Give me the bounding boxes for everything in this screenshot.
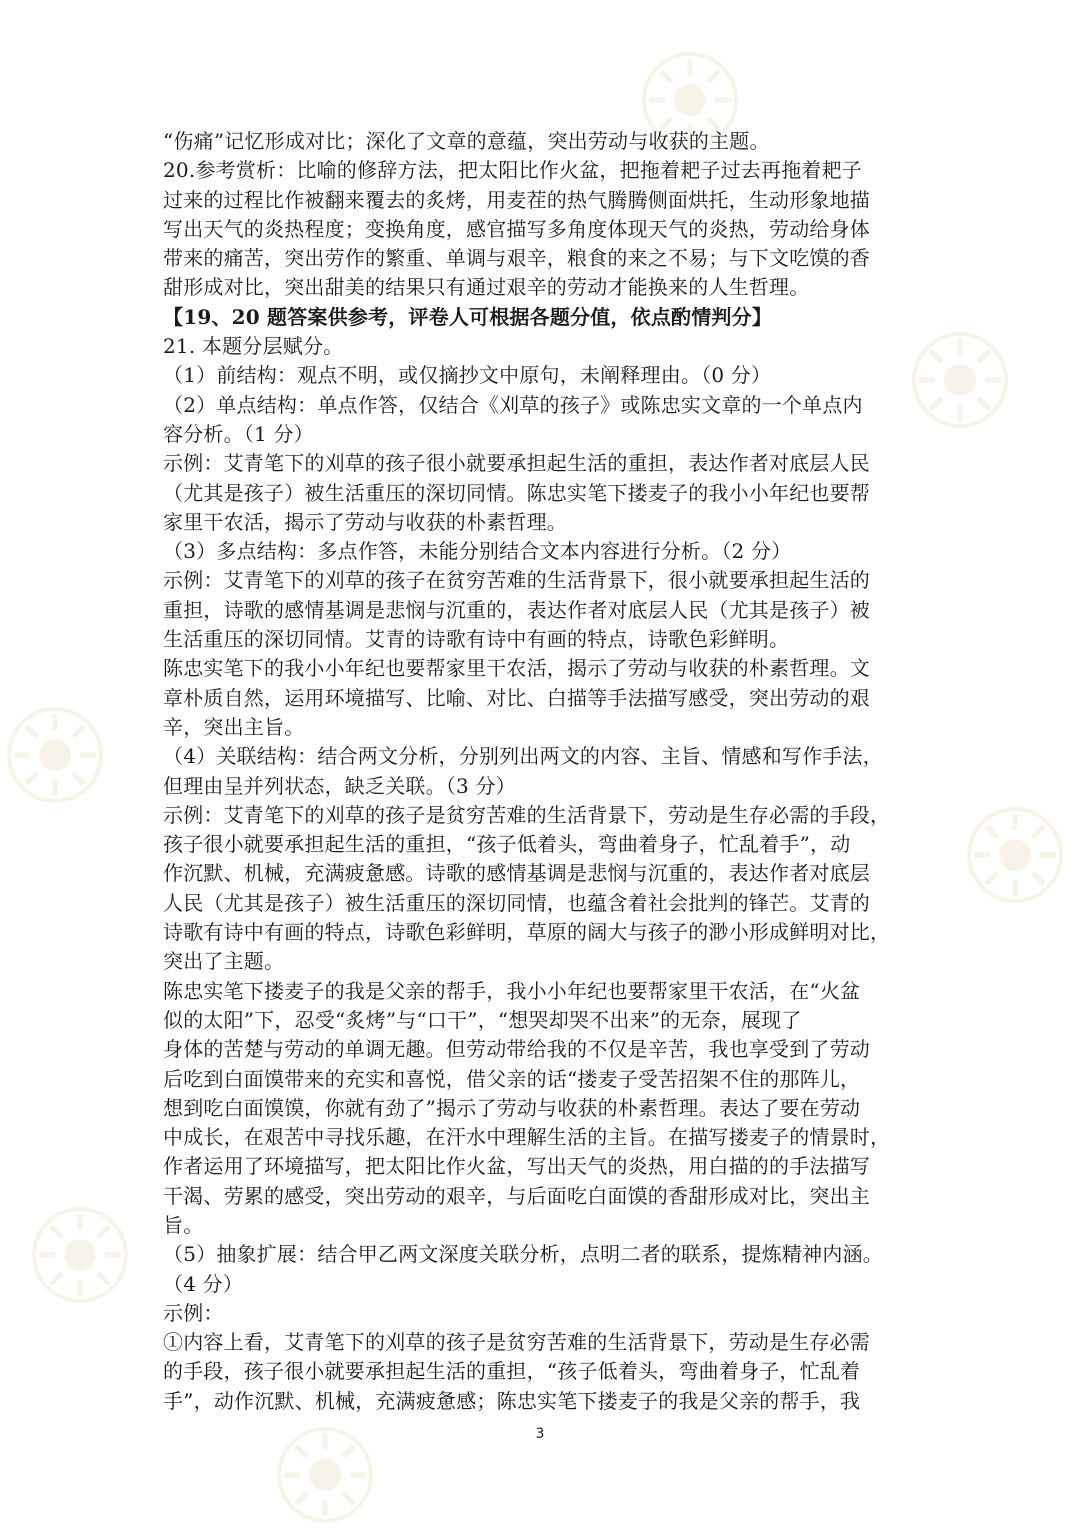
text-line: 辛，突出主旨。 xyxy=(163,714,305,739)
text-line: 重担，诗歌的感情基调是悲悯与沉重的，表达作者对底层人民（尤其是孩子）被 xyxy=(163,597,870,622)
text-line: （3）多点结构：多点作答，未能分别结合文本内容进行分析。（2 分） xyxy=(163,539,792,564)
document-body xyxy=(163,127,925,1416)
text-line: 甜形成对比，突出甜美的结果只有通过艰辛的劳动才能换来的人生哲理。 xyxy=(163,275,810,300)
watermark-logo-icon xyxy=(25,1200,135,1310)
text-line: 生活重压的深切同情。艾青的诗歌有诗中有画的特点，诗歌色彩鲜明。 xyxy=(163,627,790,652)
text-line: 示例： xyxy=(163,1300,224,1325)
text-line: 作者运用了环境描写，把太阳比作火盆，写出天气的炎热，用白描的的手法描写 xyxy=(163,1154,870,1179)
text-line: “伤痛”记忆形成对比；深化了文章的意蕴，突出劳动与收获的主题。 xyxy=(163,129,770,153)
text-line: 想到吃白面馍馍，你就有劲了”揭示了劳动与收获的朴素哲理。表达了要在劳动 xyxy=(163,1095,861,1120)
text-line: 家里干农活，揭示了劳动与收获的朴素哲理。 xyxy=(163,509,567,534)
text-line: （2）单点结构：单点作答，仅结合《刈草的孩子》或陈忠实文章的一个单点内 xyxy=(163,392,863,417)
text-line: （5）抽象扩展：结合甲乙两文深度关联分析，点明二者的联系，提炼精神内涵。 xyxy=(163,1242,883,1267)
text-line: 20.参考赏析：比喻的修辞方法，把太阳比作火盆，把拖着耙子过去再拖着耙子 xyxy=(163,158,863,183)
text-line: 但理由呈并列状态，缺乏关联。（3 分） xyxy=(163,773,516,798)
text-line: ①内容上看，艾青笔下的刈草的孩子是贫穷苦难的生活背景下，劳动是生存必需 xyxy=(163,1330,870,1355)
text-line: 的手段，孩子很小就要承担起生活的重担，“孩子低着头，弯曲着身子，忙乱着 xyxy=(163,1359,861,1384)
text-line: 示例：艾青笔下的刈草的孩子在贫穷苦难的生活背景下，很小就要承担起生活的 xyxy=(163,568,870,593)
text-line: （1）前结构：观点不明，或仅摘抄文中原句，未阐释理由。（0 分） xyxy=(163,363,772,388)
text-line: （尤其是孩子）被生活重压的深切同情。陈忠实笔下搂麦子的我小小年纪也要帮 xyxy=(163,480,870,505)
text-line: 旨。 xyxy=(163,1212,204,1237)
page-number: 3 xyxy=(535,1426,545,1442)
text-line: 【19、20 题答案供参考，评卷人可根据各题分值，依点酌情判分】 xyxy=(163,304,773,329)
text-line: 手”，动作沉默、机械，充满疲惫感；陈忠实笔下搂麦子的我是父亲的帮手，我 xyxy=(163,1388,861,1413)
text-line: 陈忠实笔下搂麦子的我是父亲的帮手，我小小年纪也要帮家里干农活，在“火盆 xyxy=(163,978,861,1003)
text-line: 过来的过程比作被翻来覆去的炙烤，用麦茬的热气腾腾侧面烘托，生动形象地描 xyxy=(163,187,870,212)
text-line: 示例：艾青笔下的刈草的孩子是贫穷苦难的生活背景下，劳动是生存必需的手段， xyxy=(163,802,891,827)
watermark-logo-icon xyxy=(960,800,1070,910)
text-line: （4）关联结构：结合两文分析，分别列出两文的内容、主旨、情感和写作手法， xyxy=(163,744,883,769)
text-line: 写出天气的炎热程度；变换角度，感官描写多角度体现天气的炎热，劳动给身体 xyxy=(163,216,870,241)
text-line: 人民（尤其是孩子）被生活重压的深切同情，也蕴含着社会批判的锋芒。艾青的 xyxy=(163,890,870,915)
text-line: 突出了主题。 xyxy=(163,949,285,974)
text-line: 中成长，在艰苦中寻找乐趣，在汗水中理解生活的主旨。在描写搂麦子的情景时， xyxy=(163,1125,891,1150)
text-line: 后吃到白面馍带来的充实和喜悦，借父亲的话“搂麦子受苦招架不住的那阵儿， xyxy=(163,1066,861,1091)
text-line: 诗歌有诗中有画的特点，诗歌色彩鲜明，草原的阔大与孩子的渺小形成鲜明对比， xyxy=(163,920,891,945)
text-line: 容分析。（1 分） xyxy=(163,421,314,446)
text-line: （4 分） xyxy=(163,1271,244,1296)
watermark-logo-icon xyxy=(0,700,110,810)
text-line: 干渴、劳累的感受，突出劳动的艰辛，与后面吃白面馍的香甜形成对比，突出主 xyxy=(163,1183,870,1208)
text-line: 孩子很小就要承担起生活的重担，“孩子低着头，弯曲着身子，忙乱着手”，动 xyxy=(163,832,851,857)
text-line: 带来的痛苦，突出劳作的繁重、单调与艰辛，粮食的来之不易；与下文吃馍的香 xyxy=(163,246,870,271)
text-line: 作沉默、机械，充满疲惫感。诗歌的感情基调是悲悯与沉重的，表达作者对底层 xyxy=(163,861,870,886)
text-line: 似的太阳”下，忍受“炙烤”与“口干”，“想哭却哭不出来”的无奈，展现了 xyxy=(163,1007,802,1032)
text-line: 章朴质自然，运用环境描写、比喻、对比、白描等手法描写感受，突出劳动的艰 xyxy=(163,685,870,710)
text-line: 陈忠实笔下的我小小年纪也要帮家里干农活，揭示了劳动与收获的朴素哲理。文 xyxy=(163,656,870,681)
text-line: 身体的苦楚与劳动的单调无趣。但劳动带给我的不仅是辛苦，我也享受到了劳动 xyxy=(163,1037,870,1062)
text-line: 示例：艾青笔下的刈草的孩子很小就要承担起生活的重担，表达作者对底层人民 xyxy=(163,451,870,476)
text-line: 21. 本题分层赋分。 xyxy=(163,334,344,359)
